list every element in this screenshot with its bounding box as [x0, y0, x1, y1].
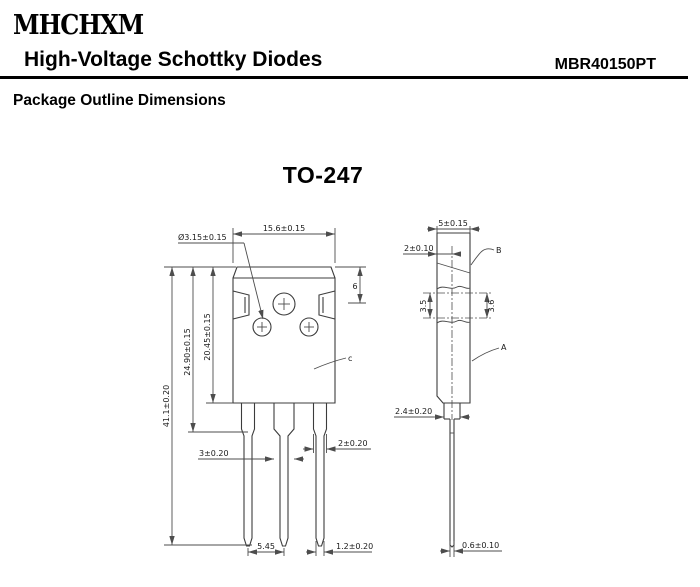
side-lead [450, 419, 454, 547]
lead-3 [314, 403, 327, 546]
dim-hole-right: 3.6 [487, 299, 496, 313]
dim-hole-center-offset: 6 [352, 282, 358, 291]
lead-2 [274, 403, 294, 546]
dim-overall-height: 41.1±0.20 [162, 384, 171, 428]
ref-label-a: A [501, 343, 507, 352]
dim-body-height: 20.45±0.15 [203, 313, 212, 361]
front-view [162, 224, 373, 556]
side-body-outline [423, 233, 493, 547]
front-body-outline [233, 267, 335, 546]
dim-hole-left: 3.5 [419, 299, 428, 313]
dim-lead-thickness: 0.6±0.10 [462, 541, 500, 550]
dim-lead-root-width: 2.4±0.20 [395, 407, 433, 416]
ref-label-c: c [348, 354, 353, 363]
dim-hole-diameter: Ø3.15±0.15 [178, 233, 227, 242]
part-number: MBR40150PT [554, 56, 656, 73]
front-view-dimensions [162, 224, 373, 556]
dim-body-thickness: 5±0.15 [438, 219, 468, 228]
section-title: Package Outline Dimensions [13, 92, 226, 109]
lead-1 [242, 403, 255, 546]
side-view [394, 219, 507, 557]
dim-lead-pitch: 5.45 [257, 542, 275, 551]
dim-lead-tip-width: 1.2±0.20 [336, 542, 374, 551]
dim-shoulder-height: 24.90±0.15 [183, 328, 192, 376]
brand-logo: MHCHXM [13, 8, 144, 41]
dim-tab-offset: 2±0.10 [404, 244, 434, 253]
dim-body-width: 15.6±0.15 [262, 224, 306, 233]
dim-outer-lead-width: 2±0.20 [338, 439, 368, 448]
ref-label-b: B [496, 246, 502, 255]
page-title: High-Voltage Schottky Diodes [24, 48, 323, 71]
dim-mid-lead-width: 3±0.20 [199, 449, 229, 458]
package-name: TO-247 [282, 162, 364, 188]
